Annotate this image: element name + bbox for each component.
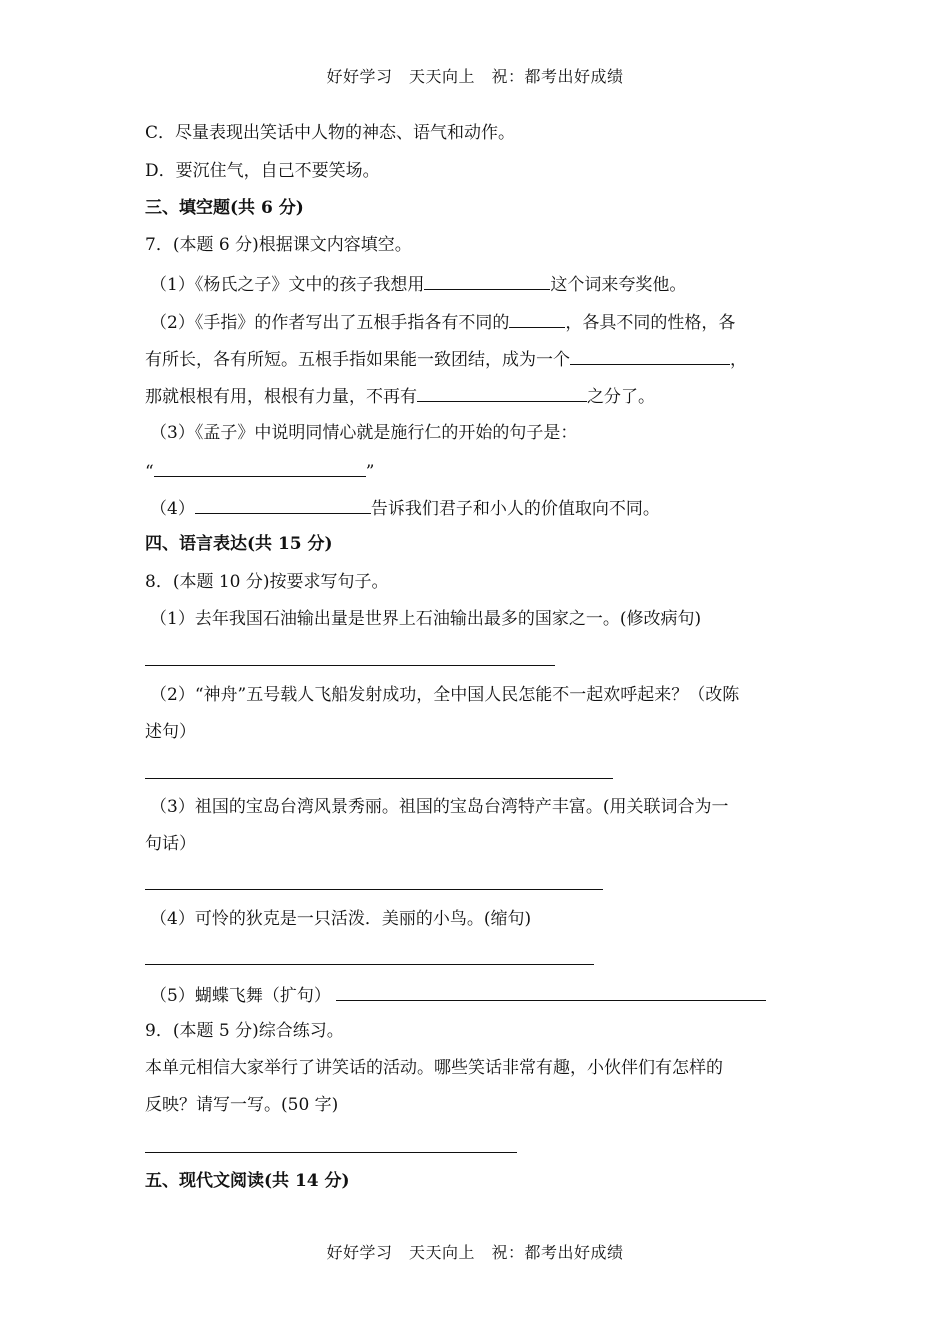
answer-line[interactable] [145,1152,517,1153]
answer-blank[interactable] [336,983,766,1001]
q9-prompt-line-2: 反映？请写一写。(50 字) [145,1095,339,1115]
q8-sentence-3-line-2: 句话） [145,834,196,854]
answer-blank[interactable] [195,496,371,514]
q7-part-2-text-cont: ，各具不同的性格，各 [565,313,736,333]
q7-part-1-text-end: 这个词来夸奖他。 [550,275,687,295]
q8-sentence-3-line-1: （3）祖国的宝岛台湾风景秀丽。祖国的宝岛台湾特产丰富。(用关联词合为一 [150,797,729,817]
question-9: 9．(本题 5 分)综合练习。 [145,1021,344,1041]
q8-sentence-2-line-1: （2）“神舟”五号载人飞船发射成功，全中国人民怎能不一起欢呼起来？（改陈 [150,685,740,705]
question-7: 7．(本题 6 分)根据课文内容填空。 [145,235,412,255]
q8-sentence-5-text: （5）蝴蝶飞舞（扩句） [150,986,331,1006]
q7-part-3: （3）《孟子》中说明同情心就是施行仁的开始的句子是： [150,423,578,443]
q9-prompt-line-1: 本单元相信大家举行了讲笑话的活动。哪些笑话非常有趣，小伙伴们有怎样的 [145,1058,723,1078]
answer-line[interactable] [145,665,555,666]
q7-part-1-text: （1）《杨氏之子》文中的孩子我想用 [150,275,425,295]
answer-blank[interactable] [417,384,587,402]
answer-blank[interactable] [424,272,550,290]
answer-line[interactable] [145,889,603,890]
open-quote: “ [145,462,154,482]
q8-sentence-2-line-2: 述句） [145,722,196,742]
page-footer: 好好学习 天天向上 祝：都考出好成绩 [326,1243,624,1262]
section-3-title: 三、填空题(共 6 分) [145,198,304,218]
page-header: 好好学习 天天向上 祝：都考出好成绩 [326,67,624,86]
q7-part-2-line-1 [150,310,735,334]
close-quote: ” [365,462,375,482]
section-4-title: 四、语言表达(共 15 分) [145,534,333,554]
q7-part-2-text-3: 那就根根有用，根根有力量，不再有 [145,387,417,407]
q7-part-2-line-2 [145,347,747,371]
q8-sentence-4: （4）可怜的狄克是一只活泼．美丽的小鸟。(缩句) [150,909,532,929]
answer-blank[interactable] [570,347,730,365]
q8-sentence-5 [150,983,766,1007]
answer-blank[interactable] [509,310,565,328]
question-8: 8．(本题 10 分)按要求写句子。 [145,572,389,592]
option-c: C．尽量表现出笑话中人物的神态、语气和动作。 [145,123,516,143]
answer-line[interactable] [145,778,613,779]
q7-part-4-label: （4） [150,499,195,519]
q7-part-4-text: 告诉我们君子和小人的价值取向不同。 [370,499,660,519]
q8-sentence-1: （1）去年我国石油输出量是世界上石油输出最多的国家之一。(修改病句) [150,609,702,629]
q7-part-2-text-4: 之分了。 [587,387,655,407]
q7-part-3-answer [145,459,374,483]
section-5-title: 五、现代文阅读(共 14 分) [145,1171,350,1191]
option-d: D．要沉住气，自己不要笑场。 [145,161,380,181]
q7-part-2-text-2: 有所长，各有所短。五根手指如果能一致团结，成为一个 [145,350,570,370]
q7-part-2-comma: ， [730,350,747,370]
q7-part-2-line-3 [145,384,655,408]
answer-blank[interactable] [154,459,366,477]
q7-part-1 [150,272,686,296]
answer-line[interactable] [145,964,594,965]
q7-part-2-text: （2）《手指》的作者写出了五根手指各有不同的 [150,313,510,333]
q7-part-4 [150,496,660,520]
